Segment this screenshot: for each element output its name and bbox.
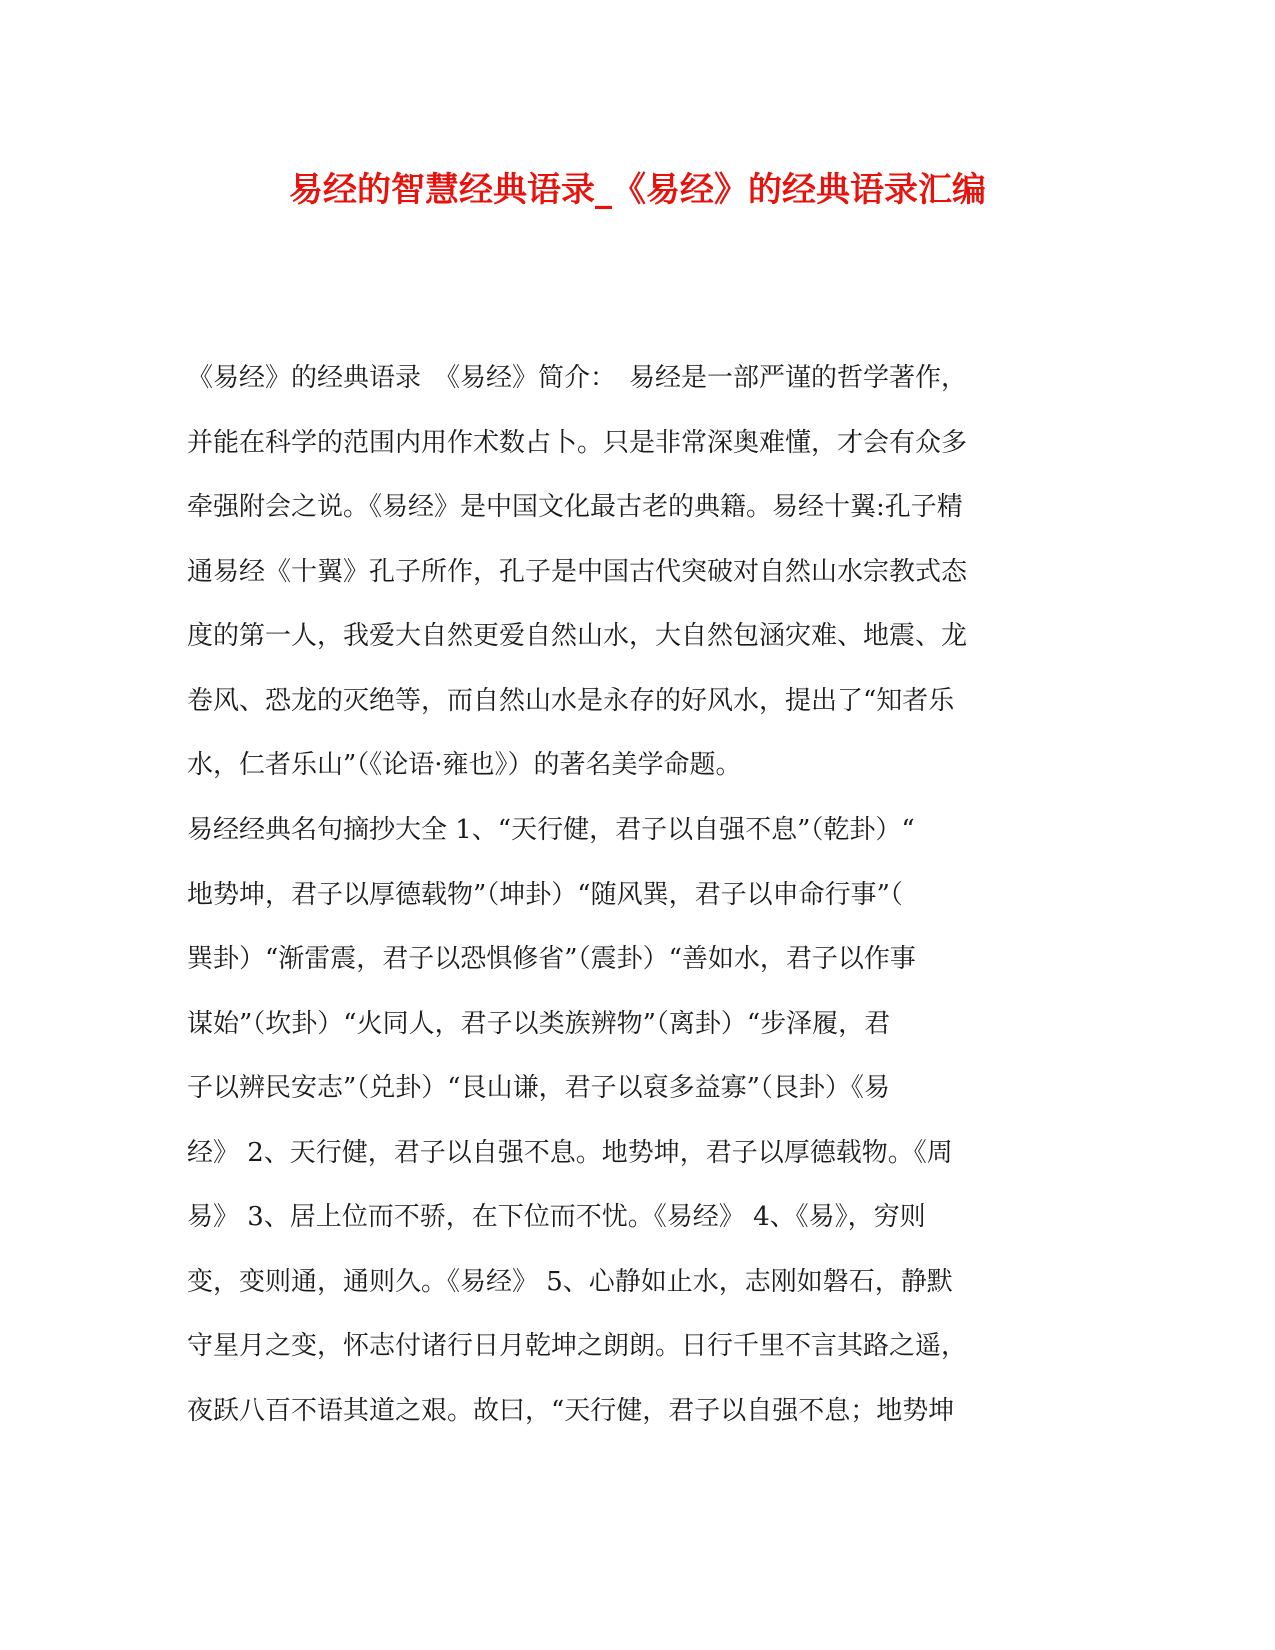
text-line: 通易经《十翼》孔子所作，孔子是中国古代突破对自然山水宗教式态 [187, 556, 968, 587]
text-line: 夜跃八百不语其道之艰。故曰，“天行健，君子以自强不息；地势坤 [187, 1395, 955, 1426]
text-line: 守星月之变，怀志付诸行日月乾坤之朗朗。日行千里不言其路之遥， [187, 1331, 968, 1361]
text-line: 地势坤，君子以厚德载物”（坤卦）“随风巽，君子以申命行事”（ [187, 879, 903, 910]
text-line: 谋始”（坎卦）“火同人，君子以类族辨物”（离卦）“步泽履，君 [187, 1008, 891, 1039]
text-line: 经》 2、天行健，君子以自强不息。地势坤，君子以厚德载物。《周 [187, 1137, 953, 1168]
text-line: 易》 3、居上位而不骄，在下位而不忧。《易经》 4、《易》，穷则 [187, 1202, 926, 1232]
text-line: 变，变则通，通则久。《易经》 5、心静如止水，志刚如磐石，静默 [187, 1266, 953, 1297]
text-line: 巽卦）“渐雷震，君子以恐惧修省”（震卦）“善如水，君子以作事 [187, 944, 916, 974]
text-line: 度的第一人，我爱大自然更爱自然山水，大自然包涵灾难、地震、龙 [187, 621, 968, 651]
document-title: 易经的智慧经典语录_《易经》的经典语录汇编 [289, 170, 986, 210]
text-line: 子以辨民安志”（兑卦）“艮山谦，君子以裒多益寡”（艮卦）《易 [187, 1073, 890, 1103]
text-line: 易经经典名句摘抄大全 1、“天行健，君子以自强不息”（乾卦）“ [187, 815, 915, 845]
text-line: 并能在科学的范围内用作术数占卜。只是非常深奥难懂，才会有众多 [187, 427, 968, 458]
text-line: 水，仁者乐山”（《论语·雍也》）的著名美学命题。 [187, 750, 742, 780]
text-line: 卷风、恐龙的灭绝等，而自然山水是永存的好风水，提出了“知者乐 [187, 685, 955, 716]
paragraph-intro [187, 346, 1087, 798]
text-line: 《易经》的经典语录 《易经》简介： 易经是一部严谨的哲学著作， [187, 363, 968, 393]
paragraph-quotes [187, 798, 1087, 1443]
text-line: 牵强附会之说。《易经》是中国文化最古老的典籍。易经十翼:孔子精 [187, 492, 963, 522]
